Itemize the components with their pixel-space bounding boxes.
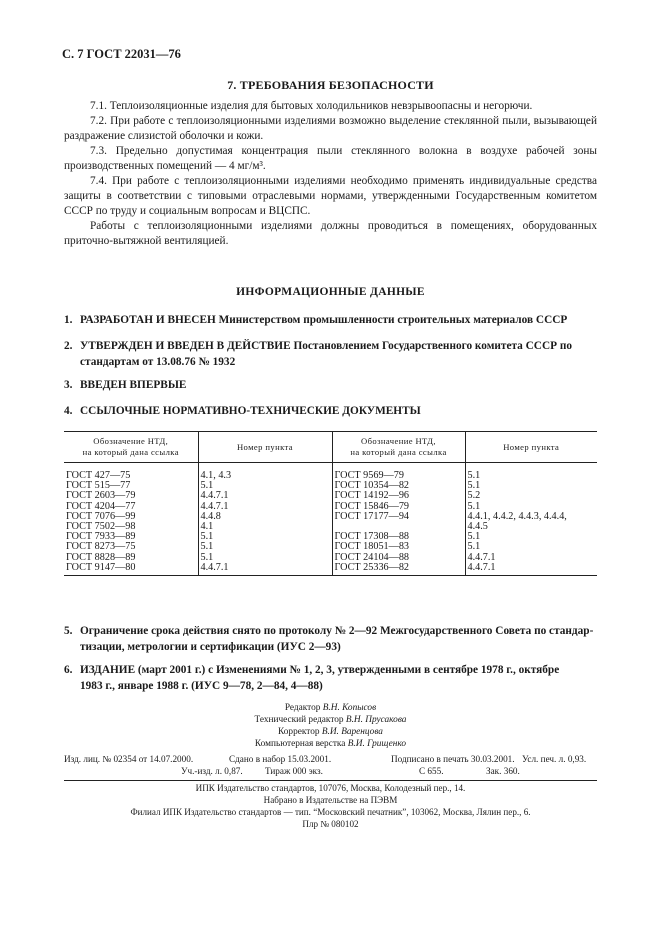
left-item-cell: 4.4.7.1 [198,563,332,576]
paragraph-7-1 [64,99,597,114]
left-item-cell: 5.1 [198,542,332,552]
right-doc-cell: ГОСТ 15846—79 [332,502,465,512]
credit-layout [0,739,661,749]
credit-editor-name: В.Н. Копысов [322,703,377,713]
paragraph-ventilation [64,219,597,249]
right-item-cell: 4.4.5 [467,521,488,533]
left-item-cell: 4.1 [198,522,332,532]
header-item-left: Номер пункта [198,432,332,463]
left-doc-cell: ГОСТ 2603—79 [64,491,198,501]
references-table [64,431,597,576]
credit-editor [0,703,661,713]
credit-corr-label: Корректор [278,727,320,737]
imprint-order: Зак. 360. [486,766,520,776]
header-doc-left [64,432,198,463]
info-item-4-number: 4. [64,405,73,417]
table-row [64,481,597,491]
table-header-row [64,432,597,463]
info-item-5-line-2: тизации, метрологии и сертификации (ИУС 2—93) [80,641,341,653]
credit-layout-name: В.И. Грищенко [347,739,407,749]
credit-tech-name: В.Н. Прусакова [345,715,407,725]
left-item-cell: 5.1 [198,553,332,563]
right-item-cell: 4.4.1, 4.4.2, 4.4.3, 4.4.4, [467,510,567,522]
info-item-2-number: 2. [64,340,73,352]
info-item-6 [64,662,599,694]
info-item-1-text: РАЗРАБОТАН И ВНЕСЕН Министерством промышленности строительных материалов СССР [80,314,568,326]
credit-corrector [0,727,661,737]
right-doc-cell: ГОСТ 17308—88 [332,532,465,542]
info-item-1-number: 1. [64,314,73,326]
info-item-5-number: 5. [64,625,73,637]
table-row [64,512,597,522]
info-item-2-line-2: стандартам от 13.08.76 № 1932 [80,356,236,368]
info-item-3-text: ВВЕДЕН ВПЕРВЫЕ [80,379,187,391]
right-doc-cell: ГОСТ 9569—79 [332,463,465,482]
table-row [64,463,597,482]
credit-editor-label: Редактор [284,703,321,713]
left-item-cell: 4.1, 4.3 [198,463,332,482]
table-row [64,522,597,532]
left-item-cell: 5.1 [198,532,332,542]
right-item-cell: 5.2 [467,490,481,502]
right-item-cell: 5.1 [467,470,481,481]
imprint-code: С 655. [419,766,444,776]
left-item-cell: 5.1 [198,481,332,491]
right-doc-cell: ГОСТ 18051—83 [332,542,465,552]
info-title: ИНФОРМАЦИОННЫЕ ДАННЫЕ [236,286,425,298]
right-doc-cell: ГОСТ 17177—94 [332,512,465,522]
imprint-circulation: Тираж 000 экз. [265,766,323,776]
paragraph-7-4-text: 7.4. При работе с теплоизоляционными изделиями необходимо применять индивидуальные средства защиты в соответствии с типовыми отраслевыми нормами, утвержденными Государственным комитетом СССР по труду и социальным вопросам и ВЦСПС. [64,175,597,217]
left-doc-cell: ГОСТ 7502—98 [64,522,198,532]
info-item-2-line-1: УТВЕРЖДЕН И ВВЕДЕН В ДЕЙСТВИЕ Постановлением Государственного комитета СССР по [80,340,572,352]
left-doc-cell: ГОСТ 7933—89 [64,532,198,542]
publisher-address: ИПК Издательство стандартов, 107076, Москва, Колодезный пер., 14. [195,783,466,793]
right-item-cell: 5.1 [467,500,481,512]
info-item-4 [64,403,599,419]
imprint-print-sheets: Усл. печ. л. 0,93. [522,754,587,764]
info-item-5 [64,623,599,655]
left-doc-cell: ГОСТ 515—77 [64,481,198,491]
paragraph-7-1-text: 7.1. Теплоизоляционные изделия для бытовых холодильников невзрывоопасны и негорючи. [90,100,533,112]
right-item-cell: 5.1 [467,480,481,492]
header-doc-right-line-2: на который дана ссылка [350,447,447,457]
left-doc-cell: ГОСТ 427—75 [64,463,198,482]
right-item-cell: 5.1 [467,531,481,543]
printing-license: Плр № 080102 [302,819,359,829]
credit-tech-editor [0,715,661,725]
header-item-right: Номер пункта [465,432,597,463]
info-item-6-line-2: 1983 г., январе 1988 г. (ИУС 9—78, 2—84, 4—88) [80,680,323,692]
header-doc-left-line-1: Обозначение НТД, [93,436,169,446]
credit-tech-label: Технический редактор [254,715,344,725]
right-doc-cell: ГОСТ 14192—96 [332,491,465,501]
printing-house: Филиал ИПК Издательство стандартов — тип. “Московский печатник”, 103062, Москва, Лялин пер., 6. [130,807,531,817]
imprint-typeset: Сдано в набор 15.03.2001. [229,754,332,764]
left-doc-cell: ГОСТ 8828—89 [64,553,198,563]
table-row [64,563,597,576]
right-doc-cell: ГОСТ 25336—82 [332,563,465,576]
left-doc-cell: ГОСТ 7076—99 [64,512,198,522]
left-doc-cell: ГОСТ 4204—77 [64,502,198,512]
imprint-signed: Подписано в печать 30.03.2001. [391,754,515,764]
left-doc-cell: ГОСТ 9147—80 [64,563,198,576]
info-item-3-number: 3. [64,379,73,391]
right-doc-cell: ГОСТ 10354—82 [332,481,465,491]
info-item-2 [64,338,599,370]
paragraph-ventilation-text: Работы с теплоизоляционными изделиями должны проводиться в помещениях, оборудованных приточно-вытяжной вентиляцией. [64,220,597,247]
page-number: С. 7 ГОСТ 22031—76 [62,47,181,61]
publisher-typeset-note: Набрано в Издательстве на ПЭВМ [263,795,398,805]
paragraph-7-2-text: 7.2. При работе с теплоизоляционными изделиями возможно выделение стеклянной пыли, вызывающей раздражение слизистой оболочки и кожи. [64,115,597,142]
header-doc-right [332,432,465,463]
info-item-6-number: 6. [64,664,73,676]
right-item-cell: 4.4.7.1 [465,563,597,576]
left-doc-cell: ГОСТ 8273—75 [64,542,198,552]
info-item-4-text: ССЫЛОЧНЫЕ НОРМАТИВНО-ТЕХНИЧЕСКИЕ ДОКУМЕНТЫ [80,405,421,417]
imprint-license: Изд. лиц. № 02354 от 14.07.2000. [64,754,194,764]
paragraph-7-3 [64,144,597,174]
table-row [64,491,597,501]
credit-corr-name: В.И. Варенцова [321,727,383,737]
header-doc-right-line-1: Обозначение НТД, [361,436,436,446]
section-7-title: 7. ТРЕБОВАНИЯ БЕЗОПАСНОСТИ [227,78,434,92]
imprint-edition-sheets: Уч.-изд. л. 0,87. [181,766,243,776]
info-item-5-line-1: Ограничение срока действия снято по протоколу № 2—92 Межгосударственного Совета по стандар- [80,625,594,637]
right-doc-cell: ГОСТ 24104—88 [332,553,465,563]
right-item-cell: 4.4.7.1 [467,551,496,563]
credit-layout-label: Компьютерная верстка [254,739,346,749]
left-item-cell: 4.4.8 [198,512,332,522]
table-row [64,542,597,552]
paragraph-7-4 [64,174,597,219]
left-item-cell: 4.4.7.1 [198,502,332,512]
table-row [64,553,597,563]
imprint-divider [64,780,597,781]
info-item-6-line-1: ИЗДАНИЕ (март 2001 г.) с Изменениями № 1, 2, 3, утвержденными в сентябре 1978 г., октябре [80,664,560,676]
header-doc-left-line-2: на который дана ссылка [82,447,179,457]
paragraph-7-2 [64,114,597,144]
info-item-3 [64,377,599,393]
right-item-cell: 5.1 [467,541,481,553]
paragraph-7-3-text: 7.3. Предельно допустимая концентрация пыли стеклянного волокна в воздухе рабочей зоны производственных помещений — 4 мг/м³. [64,145,597,172]
left-item-cell: 4.4.7.1 [198,491,332,501]
info-item-1 [64,312,599,328]
table-row [64,532,597,542]
